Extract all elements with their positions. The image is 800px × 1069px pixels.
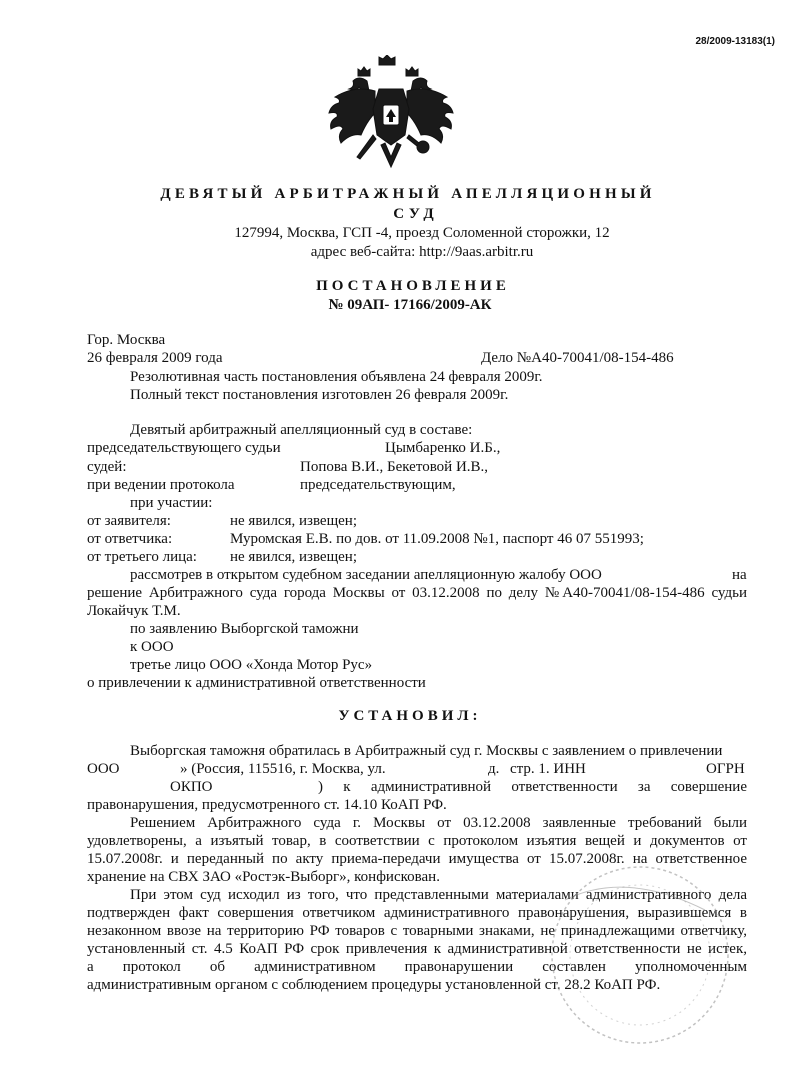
court-name-line2: СУД (393, 206, 439, 222)
p3-line5: а протокол об административном правонарушении составлен уполномоченным (87, 959, 747, 975)
p2-line4: хранение на СВХ ЗАО «Ростэк-Выборг», конфискован. (87, 869, 440, 885)
respondent-company-line: к ООО (130, 639, 174, 655)
decision-date: 26 февраля 2009 года (87, 350, 223, 366)
presiding-judge: Цымбаренко И.Б., (385, 440, 501, 456)
p3-line6: административным органом с соблюдением процедуры установленной ст. 28.2 КоАП РФ. (87, 977, 661, 993)
presiding-label: председательствующего судьи (87, 440, 281, 456)
resolutive-part-note: Резолютивная часть постановления объявлена 24 февраля 2009г. (130, 369, 543, 385)
applicant-status: не явился, извещен; (230, 513, 357, 529)
court-address: 127994, Москва, ГСП -4, проезд Соломенной сторожки, 12 (234, 225, 610, 241)
p1-line2-b: » (Россия, 115516, г. Москва, ул. (180, 761, 386, 777)
p1-line3-b: ) к административной ответственности за совершение (318, 779, 747, 795)
subject-line: о привлечении к административной ответственности (87, 675, 426, 691)
p3-line3: незаконном ввозе на территорию РФ товаров с товарными знаками, не принадлежащими ответчику, (87, 923, 747, 939)
considering-line1-end: на (732, 567, 747, 583)
city: Гор. Москва (87, 332, 166, 348)
p1-line2-e: ОГРН (706, 761, 745, 777)
p2-line1: Решением Арбитражного суда г. Москвы от 03.12.2008 заявленные требований были (130, 815, 747, 831)
third-party-label: от третьего лица: (87, 549, 197, 565)
decision-number: № 09АП- 17166/2009-АК (328, 297, 492, 313)
judges-names: Попова В.И., Бекетовой И.В., (300, 459, 489, 475)
p1-line3-a: ОКПО (170, 779, 213, 795)
p1-line2-d: стр. 1. ИНН (510, 761, 586, 777)
considering-line2: решение Арбитражного суда города Москвы от 03.12.2008 по делу №А40-70041/08-154-486 судьи (87, 585, 747, 601)
respondent-representative: Муромская Е.В. по дов. от 11.09.2008 №1, паспорт 46 07 551993; (230, 531, 644, 547)
application-line: по заявлению Выборгской таможни (130, 621, 359, 637)
case-number: Дело №А40-70041/08-154-486 (481, 350, 674, 366)
p1-line2-c: д. (488, 761, 500, 777)
court-stamp-seal (545, 860, 735, 1050)
document-reference: 28/2009-13183(1) (695, 36, 775, 47)
p1-line4: правонарушения, предусмотренного ст. 14.10 КоАП РФ. (87, 797, 447, 813)
applicant-label: от заявителя: (87, 513, 171, 529)
p3-line1: При этом суд исходил из того, что представленными материалами административного дела (130, 887, 747, 903)
established-heading: УСТАНОВИЛ: (338, 708, 482, 724)
court-name-line1: ДЕВЯТЫЙ АРБИТРАЖНЫЙ АПЕЛЛЯЦИОННЫЙ (160, 186, 656, 202)
respondent-label: от ответчика: (87, 531, 173, 547)
considering-line1-start: рассмотрев в открытом судебном заседании апелляционную жалобу ООО (130, 567, 602, 583)
decision-title: ПОСТАНОВЛЕНИЕ (316, 278, 510, 294)
considering-line3: Локайчук Т.М. (87, 603, 181, 619)
third-party-status: не явился, извещен; (230, 549, 357, 565)
protocol-label: при ведении протокола (87, 477, 235, 493)
participation-label: при участии: (130, 495, 213, 511)
composition-intro: Девятый арбитражный апелляционный суд в составе: (130, 422, 473, 438)
full-text-note: Полный текст постановления изготовлен 26 февраля 2009г. (130, 387, 509, 403)
p3-line2: подтвержден факт совершения ответчиком административного правонарушения, выразившемся в (87, 905, 747, 921)
p2-line3: 15.07.2008г. и переданный по акту приема-передачи имущества от 15.07.2008г. на ответственное (87, 851, 747, 867)
judges-label: судей: (87, 459, 127, 475)
coat-of-arms-emblem (323, 55, 459, 173)
p2-line2: удовлетворены, а изъятый товар, в соответствии с протоколом изъятия вещей и документов от (87, 833, 747, 849)
p1-line1: Выборгская таможня обратилась в Арбитражный суд г. Москвы с заявлением о привлечении (130, 743, 723, 759)
p3-line4: установленный ст. 4.5 КоАП РФ срок привлечения к административной ответственности не истек, (87, 941, 747, 957)
protocol-keeper: председательствующим, (300, 477, 456, 493)
p1-line2-a: ООО (87, 761, 120, 777)
court-website: адрес веб-сайта: http://9aas.arbitr.ru (310, 244, 534, 260)
third-party-line: третье лицо ООО «Хонда Мотор Рус» (130, 657, 373, 673)
